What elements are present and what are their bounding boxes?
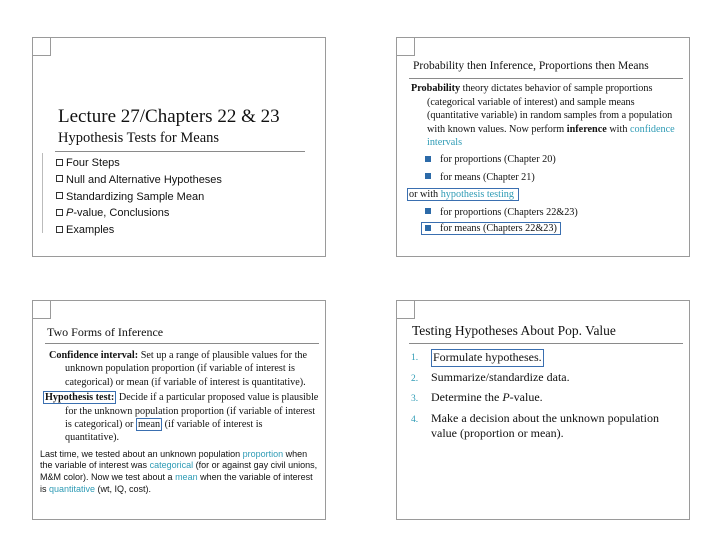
slide-2-body xyxy=(411,82,679,236)
slide-2-rule xyxy=(409,78,683,79)
list-item: Standardizing Sample Mean xyxy=(56,189,222,206)
steps-list xyxy=(411,349,677,442)
slide-1-subtitle: Hypothesis Tests for Means xyxy=(58,130,220,146)
ht-paragraph: Hypothesis test: Decide if a particular proposed value is plausible for the unknown population proportion (if variable of interest is categorical) or mean (if variable of interest is quantitative). xyxy=(45,392,319,444)
bullet-icon xyxy=(425,225,431,231)
slide-corner-mark xyxy=(32,300,51,319)
slide-2-title: Probability then Inference, Proportions then Means xyxy=(413,60,649,72)
slide-corner-mark xyxy=(396,300,415,319)
slide-1-rule xyxy=(55,151,305,152)
bullet-icon xyxy=(425,156,431,162)
slide-1-title: Lecture 27/Chapters 22 & 23 xyxy=(58,106,280,127)
mean-box: mean xyxy=(138,419,161,431)
step-1-box: Formulate hypotheses. xyxy=(431,349,544,367)
or-with-line xyxy=(407,188,679,202)
list-item: Four Steps xyxy=(56,155,222,172)
slide-1-list xyxy=(56,155,222,239)
square-bullet-icon xyxy=(56,192,63,199)
list-item: for proportions (Chapter 20) xyxy=(411,153,679,167)
square-bullet-icon xyxy=(56,209,63,216)
list-item: for proportions (Chapters 22&23) xyxy=(411,206,679,220)
slide-3-body xyxy=(40,349,319,495)
bullet-icon xyxy=(425,208,431,214)
highlight-box: for means (Chapters 22&23) xyxy=(421,222,561,235)
slide-1-left-rule xyxy=(42,153,43,233)
list-item: for means (Chapter 21) xyxy=(411,171,679,185)
slide-corner-mark xyxy=(396,37,415,56)
square-bullet-icon xyxy=(56,226,63,233)
step-item: 3. Determine the P-value. xyxy=(411,390,543,404)
list-item: Null and Alternative Hypotheses xyxy=(56,172,222,189)
bullet-icon xyxy=(425,173,431,179)
slide-4 xyxy=(396,300,690,520)
or-with-box: or with hypothesis testing xyxy=(407,188,519,201)
slide-3-rule xyxy=(45,343,319,344)
slide-1 xyxy=(32,37,326,257)
slide-3 xyxy=(32,300,326,520)
slide-4-rule xyxy=(409,343,683,344)
ci-paragraph: Confidence interval: Set up a range of plausible values for the unknown population proportion (if variable of interest is categorical) or mean (if variable of interest is quantitative). xyxy=(49,350,308,388)
hypothesis-test-box: Hypothesis test: xyxy=(45,392,115,404)
slide-corner-mark xyxy=(32,37,51,56)
slide-2-paragraph: Probability theory dictates behavior of sample proportions (categorical variable of interest) and sample means (quantitative variable) in random samples from a population with known values. Now perform inference with confidence intervals xyxy=(411,83,675,149)
list-item: Examples xyxy=(56,222,222,239)
slide-2 xyxy=(396,37,690,257)
square-bullet-icon xyxy=(56,175,63,182)
note-paragraph: Last time, we tested about an unknown population proportion when the variable of interest was categorical (for or against gay civil unions, M&M color). Now we test about a mean when the variable of interest is quantitative (wt, IQ, cost). xyxy=(40,448,318,494)
slide-3-title: Two Forms of Inference xyxy=(47,325,164,339)
square-bullet-icon xyxy=(56,159,63,166)
step-item: 2. Summarize/standardize data. xyxy=(411,369,570,384)
step-item: 4. Make a decision about the unknown population value (proportion or mean). xyxy=(411,410,659,440)
list-item xyxy=(411,222,679,236)
list-item: P-value, Conclusions xyxy=(56,205,222,222)
step-item: 1. Formulate hypotheses. xyxy=(411,349,677,367)
slide-4-title: Testing Hypotheses About Pop. Value xyxy=(412,323,616,338)
